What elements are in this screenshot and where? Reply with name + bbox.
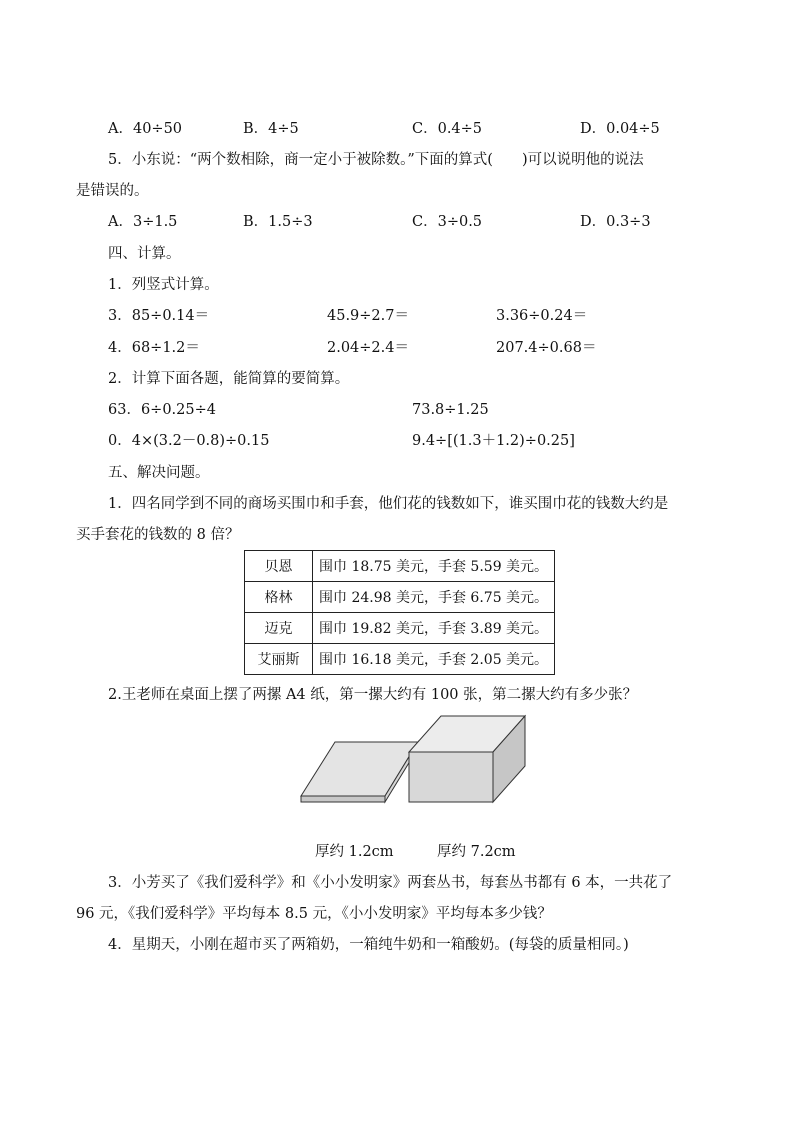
table-row [245,644,555,675]
question-5-line-2: 是错误的。 [76,183,149,199]
vertical-calc-item: 4．68÷1.2＝ [108,340,200,356]
thin-stack-front [301,796,385,802]
purchase-detail: 围巾 16.18 美元，手套 2.05 美元。 [313,644,555,675]
student-name: 艾丽斯 [245,644,313,675]
vertical-calc-item: 45.9÷2.7＝ [327,308,409,324]
vertical-calc-item: 207.4÷0.68＝ [496,340,597,356]
table-row [245,613,555,644]
option-c: C．3÷0.5 [412,214,483,230]
question-5-line-1: 5．小东说：“两个数相除，商一定小于被除数。”下面的算式( )可以说明他的说法 [108,152,644,168]
thin-stack-top [301,742,418,796]
purchase-detail: 围巾 18.75 美元，手套 5.59 美元。 [313,551,555,582]
student-name: 迈克 [245,613,313,644]
section-5-q2: 2.王老师在桌面上摆了两摞 A4 纸，第一摞大约有 100 张，第二摞大约有多少张？ [108,687,638,703]
paper-stacks-illustration [290,710,540,810]
student-name: 贝恩 [245,551,313,582]
thin-stack-caption: 厚约 1.2cm [315,844,394,860]
shopping-table [244,550,555,675]
simplify-calc-item: 73.8÷1.25 [412,402,489,418]
section-4-q2: 2．计算下面各题，能简算的要简算。 [108,371,350,387]
vertical-calc-item: 2.04÷2.4＝ [327,340,409,356]
section-4-title: 四、计算。 [108,246,181,262]
table-row [245,551,555,582]
option-d: D．0.04÷5 [580,121,660,137]
section-5-q1-line-2: 买手套花的钱数的 8 倍？ [76,527,240,543]
option-c: C．0.4÷5 [412,121,483,137]
simplify-calc-item: 0．4×(3.2－0.8)÷0.15 [108,433,270,449]
student-name: 格林 [245,582,313,613]
table-row [245,582,555,613]
option-a: A．3÷1.5 [108,214,178,230]
simplify-calc-item: 63．6÷0.25÷4 [108,402,216,418]
option-b: B．4÷5 [243,121,299,137]
purchase-detail: 围巾 19.82 美元，手套 3.89 美元。 [313,613,555,644]
vertical-calc-item: 3.36÷0.24＝ [496,308,588,324]
section-5-title: 五、解决问题。 [108,465,210,481]
section-5-q4: 4．星期天，小刚在超市买了两箱奶，一箱纯牛奶和一箱酸奶。(每袋的质量相同。) [108,937,629,953]
option-b: B．1.5÷3 [243,214,313,230]
option-a: A．40÷50 [108,121,183,137]
section-5-q3-line-1: 3．小芳买了《我们爱科学》和《小小发明家》两套丛书，每套丛书都有 6 本，一共花了 [108,875,673,891]
option-d: D．0.3÷3 [580,214,651,230]
purchase-detail: 围巾 24.98 美元，手套 6.75 美元。 [313,582,555,613]
thick-stack-caption: 厚约 7.2cm [437,844,516,860]
section-5-q3-line-2: 96 元，《我们爱科学》平均每本 8.5 元，《小小发明家》平均每本多少钱？ [76,906,552,922]
section-4-q1: 1．列竖式计算。 [108,277,219,293]
vertical-calc-item: 3．85÷0.14＝ [108,308,210,324]
section-5-q1-line-1: 1．四名同学到不同的商场买围巾和手套，他们花的钱数如下，谁买围巾花的钱数大约是 [108,496,669,512]
simplify-calc-item: 9.4÷[(1.3＋1.2)÷0.25] [412,433,575,449]
thick-stack-front [409,752,493,802]
